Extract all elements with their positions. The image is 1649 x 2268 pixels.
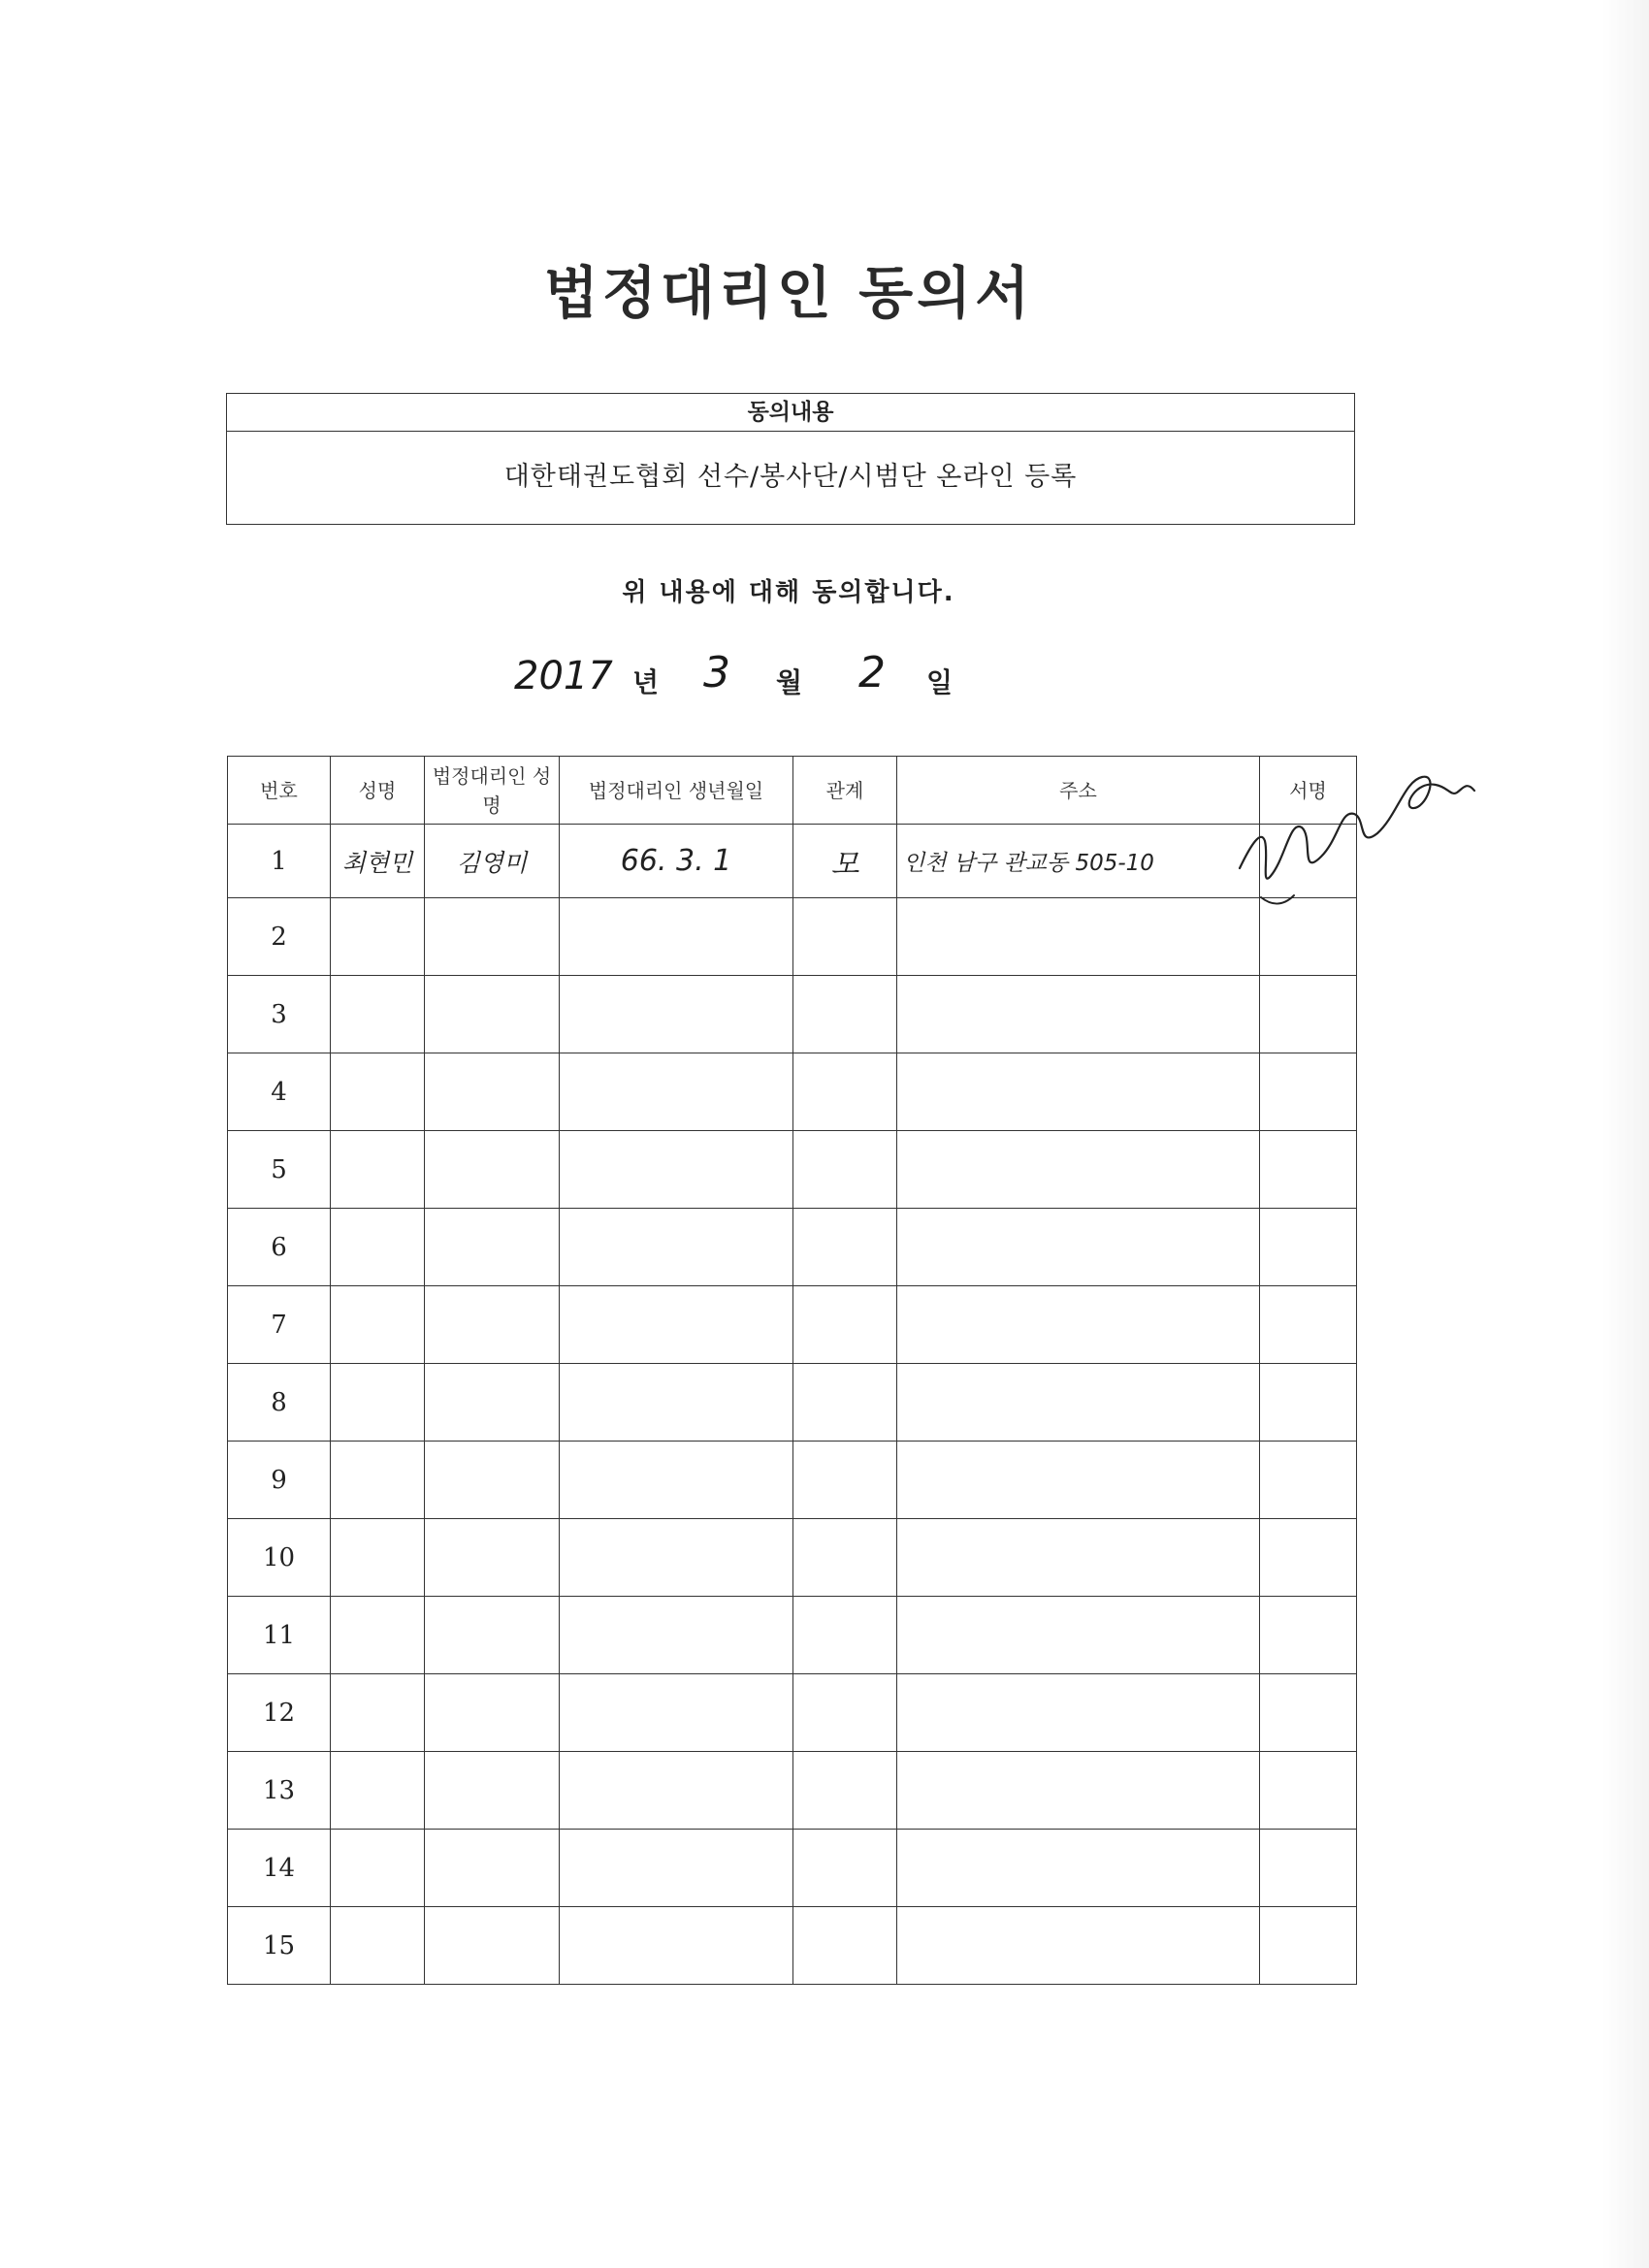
cell-address <box>897 1830 1260 1907</box>
table-row <box>228 976 1357 1053</box>
cell-guardian-name <box>425 1752 560 1830</box>
date-year-unit: 년 <box>632 666 660 698</box>
cell-number: 15 <box>228 1907 331 1985</box>
cell-guardian-birth: 66. 3. 1 <box>560 825 793 898</box>
consent-table <box>227 756 1357 1985</box>
cell-guardian-name <box>425 976 560 1053</box>
cell-guardian-birth <box>560 1286 793 1364</box>
cell-address <box>897 1131 1260 1209</box>
table-row <box>228 1597 1357 1674</box>
table-row <box>228 1752 1357 1830</box>
cell-name <box>331 1674 425 1752</box>
cell-guardian-name <box>425 1674 560 1752</box>
cell-guardian-birth <box>560 898 793 976</box>
date-month-unit: 월 <box>776 666 803 698</box>
header-name: 성명 <box>331 757 425 825</box>
cell-guardian-birth <box>560 1752 793 1830</box>
table-row <box>228 1131 1357 1209</box>
cell-signature <box>1260 1131 1357 1209</box>
cell-relation <box>793 976 897 1053</box>
consent-box-header: 동의내용 <box>227 394 1354 432</box>
consent-box <box>226 393 1355 525</box>
cell-guardian-name <box>425 1830 560 1907</box>
table-row <box>228 1053 1357 1131</box>
handwritten-signature <box>1232 752 1484 917</box>
cell-address <box>897 1674 1260 1752</box>
header-number: 번호 <box>228 757 331 825</box>
cell-signature <box>1260 1830 1357 1907</box>
cell-name <box>331 1209 425 1286</box>
cell-number: 13 <box>228 1752 331 1830</box>
date-month: 3 <box>703 648 730 697</box>
cell-signature <box>1260 1442 1357 1519</box>
cell-guardian-name: 김영미 <box>425 825 560 898</box>
cell-guardian-name <box>425 1053 560 1131</box>
scan-page-edge <box>1602 0 1649 2268</box>
cell-guardian-name <box>425 1442 560 1519</box>
header-guardian-name: 법정대리인 성명 <box>425 757 560 825</box>
cell-number: 9 <box>228 1442 331 1519</box>
cell-guardian-name <box>425 1209 560 1286</box>
table-row <box>228 1519 1357 1597</box>
cell-signature <box>1260 1907 1357 1985</box>
table-row <box>228 1209 1357 1286</box>
cell-signature <box>1260 1053 1357 1131</box>
cell-number: 12 <box>228 1674 331 1752</box>
cell-guardian-birth <box>560 1131 793 1209</box>
cell-signature <box>1260 1674 1357 1752</box>
document-title: 법정대리인 동의서 <box>543 260 1034 326</box>
cell-address <box>897 1209 1260 1286</box>
cell-name <box>331 1519 425 1597</box>
cell-guardian-name <box>425 1286 560 1364</box>
cell-address: 인천 남구 관교동 505-10 <box>897 825 1260 898</box>
cell-name <box>331 1364 425 1442</box>
cell-address <box>897 1752 1260 1830</box>
cell-guardian-birth <box>560 1053 793 1131</box>
cell-guardian-birth <box>560 1907 793 1985</box>
cell-signature <box>1260 1209 1357 1286</box>
consent-box-content: 대한태권도협회 선수/봉사단/시범단 온라인 등록 <box>503 462 1078 492</box>
cell-signature <box>1260 976 1357 1053</box>
header-guardian-birth: 법정대리인 생년월일 <box>560 757 793 825</box>
cell-address <box>897 1519 1260 1597</box>
cell-signature <box>1260 1286 1357 1364</box>
header-address: 주소 <box>897 757 1260 825</box>
agreement-statement: 위 내용에 대해 동의합니다. <box>622 578 955 607</box>
cell-guardian-birth <box>560 976 793 1053</box>
cell-guardian-birth <box>560 1674 793 1752</box>
cell-relation <box>793 898 897 976</box>
cell-name <box>331 898 425 976</box>
cell-guardian-name <box>425 1131 560 1209</box>
cell-guardian-name <box>425 898 560 976</box>
date-day-unit: 일 <box>926 666 954 698</box>
table-row <box>228 825 1357 898</box>
cell-guardian-birth <box>560 1442 793 1519</box>
table-row <box>228 1364 1357 1442</box>
cell-address <box>897 1442 1260 1519</box>
table-row <box>228 1830 1357 1907</box>
table-row <box>228 1907 1357 1985</box>
cell-name <box>331 1286 425 1364</box>
cell-guardian-name <box>425 1519 560 1597</box>
cell-guardian-birth <box>560 1597 793 1674</box>
cell-guardian-birth <box>560 1209 793 1286</box>
cell-address <box>897 898 1260 976</box>
cell-guardian-birth <box>560 1830 793 1907</box>
cell-address <box>897 1053 1260 1131</box>
cell-guardian-birth <box>560 1519 793 1597</box>
cell-number: 6 <box>228 1209 331 1286</box>
cell-number: 2 <box>228 898 331 976</box>
cell-relation <box>793 1597 897 1674</box>
date-day: 2 <box>858 648 886 697</box>
cell-relation <box>793 1286 897 1364</box>
cell-address <box>897 1907 1260 1985</box>
table-header-row <box>228 757 1357 825</box>
cell-name <box>331 1752 425 1830</box>
cell-number: 3 <box>228 976 331 1053</box>
table-row <box>228 1442 1357 1519</box>
cell-guardian-name <box>425 1364 560 1442</box>
cell-relation <box>793 1364 897 1442</box>
header-relation: 관계 <box>793 757 897 825</box>
table-row <box>228 898 1357 976</box>
cell-name: 최현민 <box>331 825 425 898</box>
cell-number: 1 <box>228 825 331 898</box>
cell-number: 11 <box>228 1597 331 1674</box>
table-row <box>228 1674 1357 1752</box>
cell-relation <box>793 1442 897 1519</box>
cell-relation <box>793 1830 897 1907</box>
cell-name <box>331 1597 425 1674</box>
cell-address <box>897 1286 1260 1364</box>
cell-relation <box>793 1674 897 1752</box>
cell-guardian-name <box>425 1907 560 1985</box>
cell-address <box>897 1597 1260 1674</box>
date-year: 2017 <box>514 654 613 698</box>
cell-relation: 모 <box>793 825 897 898</box>
cell-relation <box>793 1209 897 1286</box>
cell-signature <box>1260 1597 1357 1674</box>
cell-number: 14 <box>228 1830 331 1907</box>
cell-relation <box>793 1131 897 1209</box>
cell-signature <box>1260 1364 1357 1442</box>
cell-address <box>897 1364 1260 1442</box>
cell-guardian-birth <box>560 1364 793 1442</box>
cell-relation <box>793 1907 897 1985</box>
cell-name <box>331 1442 425 1519</box>
cell-relation <box>793 1053 897 1131</box>
cell-name <box>331 1907 425 1985</box>
cell-name <box>331 1131 425 1209</box>
cell-number: 10 <box>228 1519 331 1597</box>
cell-address <box>897 976 1260 1053</box>
cell-signature <box>1260 1752 1357 1830</box>
cell-number: 7 <box>228 1286 331 1364</box>
cell-relation <box>793 1519 897 1597</box>
cell-number: 8 <box>228 1364 331 1442</box>
cell-name <box>331 1053 425 1131</box>
cell-name <box>331 976 425 1053</box>
cell-relation <box>793 1752 897 1830</box>
cell-number: 5 <box>228 1131 331 1209</box>
cell-guardian-name <box>425 1597 560 1674</box>
cell-signature <box>1260 1519 1357 1597</box>
table-row <box>228 1286 1357 1364</box>
cell-name <box>331 1830 425 1907</box>
cell-number: 4 <box>228 1053 331 1131</box>
header-signature: 서명 <box>1260 757 1357 825</box>
